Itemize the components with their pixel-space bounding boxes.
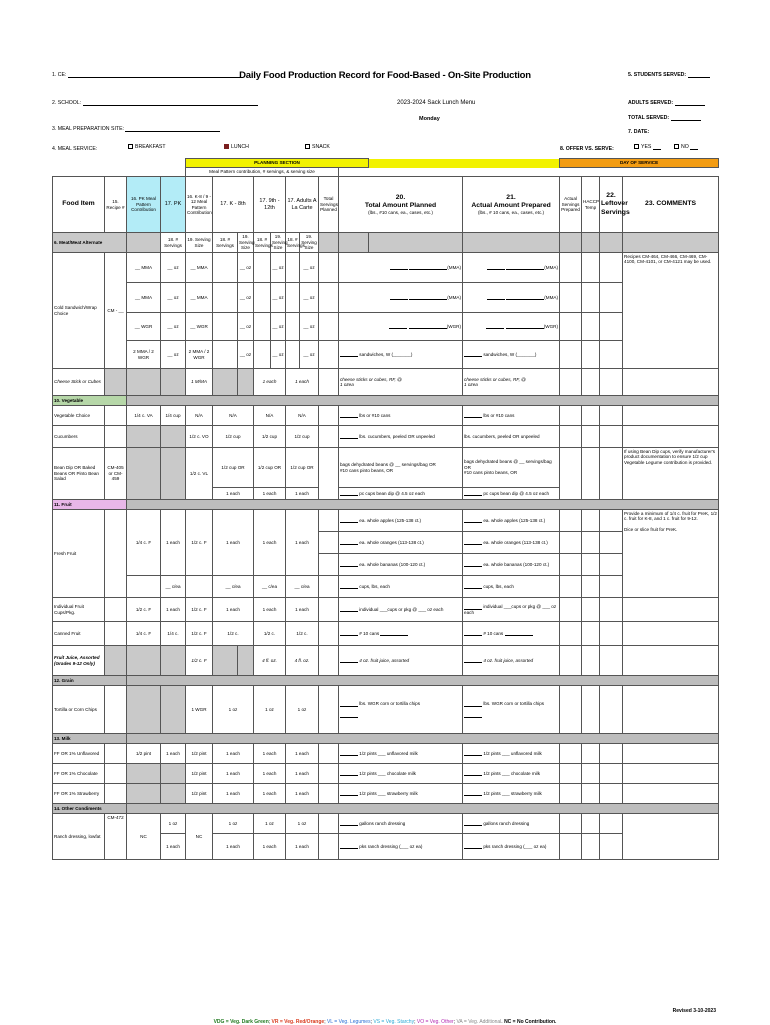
- item-cold-sandwich: Cold Sandwich/Wrap Choice: [53, 253, 105, 369]
- site-field[interactable]: 3. MEAL PREPARATION SITE:: [52, 126, 220, 132]
- item-milk-chocolate: FF OR 1% Chocolate: [53, 764, 105, 784]
- col-pk-contrib: 16. PK Meal Pattern Contribution: [127, 177, 161, 233]
- item-indiv-fruit: Individual Fruit Cups/Pkg.: [53, 598, 105, 622]
- item-fresh-fruit: Fresh Fruit: [53, 510, 105, 598]
- col-recipe: 15. Recipe #: [105, 177, 127, 233]
- item-veg-choice: Vegetable Choice: [53, 406, 105, 426]
- item-ranch: Ranch dressing, lowfat: [53, 814, 105, 860]
- legend-footer: VDG = Veg. Dark Green; VR = Veg. Red/Orange; VL = Veg. Legumes; VS = Veg. Starchy; VO = Veg. Other; VA = Veg. Additional. NC = No Contribution.: [213, 1019, 557, 1025]
- item-cheese: Cheese Stick or Cubes: [53, 369, 105, 396]
- comment-recipes: Recipes CM-464, CM-466, CM-469, CM-4100, CM-4101, or CM-4121 may be used.: [623, 253, 719, 369]
- col-actual-servings: Actual Servings Prepared: [560, 177, 582, 233]
- item-milk-unflavored: FF OR 1% Unflavored: [53, 744, 105, 764]
- date-field[interactable]: 7. DATE:: [628, 129, 650, 135]
- col-actual-amount: 21. Actual Amount Prepared (lbs., # 10 cans, ea., cases, etc.): [463, 177, 560, 233]
- col-adults: 17. Adults A La Carte: [286, 177, 319, 233]
- meal-pattern-header: Meal Pattern contribution, # servings, & serving size: [186, 168, 339, 177]
- total-served-field[interactable]: TOTAL SERVED:: [628, 115, 701, 121]
- production-table: PLANNING SECTION DAY OF SERVICE Meal Pattern contribution, # servings, & serving size Food Item 15. Recipe # 16. PK Meal Pattern Contribution 17. PK 16. K-8 / 9 - 12 Meal Pattern Contribution 17. K - 8th 17. 9th - 12th 17. Adults A La Carte Total Servings Planned 20. Total Amount Planned (lbs., #10 cans, ea., cases, etc.) 21. Actual Amount Prepared (lbs., # 10 cans, ea., cases, etc.) Actual Servings Prepared HACCP Temp 22. Leftover Servings 23. COMMENTS 6. Meat/Meat Alternate 18. # Servings 19. Serving Size 18. # Servings 19. Serving Size 18. # Servings 19. Serving Size 18. # Servings 19. Serving Size Cold Sandwich/Wrap Choice CM - __ __ MMA __ oz __ MMA __ oz __ oz __ oz (MMA) (MMA) Recipes CM-464, CM-466, CM-469, CM-4100, CM-4101, or CM-4121 may be used. __ MMA __ oz __ MMA __ oz __ oz __ oz (MMA) (MMA) __ WGR __ oz __ WGR __ oz __ oz __ oz (WGR) (WGR) 2 MMA / 2 WGR __ oz 2 MMA / 2 WGR __ oz __ oz __ oz sandwiches, W (_______) sandwiches, W (_______) Cheese Stick or Cubes 1 M/MA 1 each 1 each cheese sticks or cubes, RF, @ 1 ozea cheese sticks or cubes, RF, @ 1 ozea 10. Vegetable Vegetable Choice 1/4 c. VA 1/4 cup N/A N/A N/A N/A lbs or #10 cans lbs or #10 cans Cucumbers 1/2 c. VO 1/2 cup 1/2 cup 1/2 cup lbs. cucumbers, peeled OR unpeeled lbs. cucumbers, peeled OR unpeeled Bean Dip OR Baked Beans OR Pinto Bean Salad CM-405 or CM-459 1/2 c. VL 1/2 cup OR 1/2 cup OR 1/2 cup OR bags dehydrated beans @ __ servings/bag OR #10 cans pinto beans, OR bags dehydrated beans @ __ servings/bag OR #10 cans pinto beans, OR If using Bean Dip cups, verify manufacturer's product documentation to ensure 1/2 cup Vegetable Legume contribution is provided. 1 each 1 each 1 each pc cups bean dip @ 4.5 oz each pc cups bean dip @ 4.5 oz each 11. Fruit Fresh Fruit 1/4 c. F 1 each 1/2 c. F 1 each 1 each 1 each ea. whole apples (125-138 ct.) ea. whole apples (125-138 ct.) Provide a minimum of 1/4 c. fruit for PreK, 1/2 c. fruit for K-8, and 1 c. fruit for 9-12. Dice or slice fruit for PreK. ea. whole oranges (113-138 ct.) ea. whole oranges (113-138 ct.) ea. whole bananas (100-120 ct.) ea. whole bananas (100-120 ct.) __ c/ea __ c/ea __ c/ea __ c/ea cups, lbs, each cups, lbs, each Individual Fruit Cups/Pkg. 1/2 c. F 1 each 1/2 c. F 1 each 1 each 1 each individual ___cups or pkg @ ___ oz each individual ___cups or pkg @ ___ oz each Canned Fruit 1/4 c. F 1/4 c. 1/2 c. F 1/2 c. 1/2 c. 1/2 c. # 10 cans # 10 cans Fruit Juice, Assorted (Grades 9-12 Only) 1/2 c. F 4 fl. oz. 4 fl. oz. 4 oz. fruit juice, assorted 4 oz. fruit juice, assorted 12. Grain Tortilla or Corn Chips 1 WGR 1 oz 1 oz 1 oz lbs. WGR corn or tortilla chips lbs. WGR corn or tortilla chips 13. Milk FF OR 1% Unflavored 1/2 pint 1 each 1/2 pint 1 each 1 each 1 each 1/2 pints ___ unflavored milk 1/2 pints ___ unflavored milk FF OR 1% Chocolate 1/2 pint 1 each 1 each 1 each 1/2 pints ___ chocolate milk 1/2 pints ___ chocolate milk FF OR 1% Strawberry 1/2 pint 1 each 1 each 1 each 1/2 pints ___ strawberry milk 1/2 pints ___ strawberry milk 14. Other Condiments Ranch dressing, lowfat CM-472 NC 1 oz NC 1 oz 1 oz 1 oz gallons ranch dressing gallons ranch dressing 1 each 1 each 1 each 1 each pks ranch dressing (___ oz ea) pks ranch dressing (___ oz ea): [52, 158, 719, 860]
- col-total-planned: Total Servings Planned: [319, 177, 339, 233]
- snack-checkbox[interactable]: SNACK: [305, 144, 330, 150]
- meal-service-label: 4. MEAL SERVICE:: [52, 146, 98, 152]
- section-fruit: 11. Fruit: [53, 500, 127, 510]
- breakfast-checkbox[interactable]: BREAKFAST: [128, 144, 166, 150]
- ovs-label: 8. OFFER VS. SERVE:: [560, 146, 614, 152]
- comment-bean-dip: If using Bean Dip cups, verify manufacturer's product documentation to ensure 1/2 cup Vegetable Legume contribution is provided.: [623, 448, 719, 500]
- item-milk-strawberry: FF OR 1% Strawberry: [53, 784, 105, 804]
- item-cucumbers: Cucumbers: [53, 426, 105, 448]
- col-leftover: 22. Leftover Servings: [600, 177, 623, 233]
- menu-subtitle: 2023-2024 Sack Lunch Menu: [397, 100, 476, 106]
- comment-fruit: Provide a minimum of 1/4 c. fruit for PreK, 1/2 c. fruit for K-8, and 1 c. fruit for 9-12. Dice or slice fruit for PreK.: [623, 510, 719, 598]
- page-title: Daily Food Production Record for Food-Based - On-Site Production: [239, 70, 531, 81]
- ovs-yes-checkbox[interactable]: YES: [634, 144, 661, 150]
- ce-field[interactable]: 1. CE:: [52, 72, 243, 78]
- section-vegetable: 10. Vegetable: [53, 396, 127, 406]
- col-total-amount: 20. Total Amount Planned (lbs., #10 cans, ea., cases, etc.): [339, 177, 463, 233]
- col-k8: 17. K - 8th: [213, 177, 254, 233]
- students-served-field[interactable]: 5. STUDENTS SERVED:: [628, 72, 710, 78]
- col-comments: 23. COMMENTS: [623, 177, 719, 233]
- col-food-item: Food Item: [53, 177, 105, 233]
- section-milk: 13. Milk: [53, 734, 127, 744]
- revised-date: Revised 3-10-2023: [672, 1008, 716, 1014]
- lunch-checkbox[interactable]: LUNCH: [224, 144, 249, 150]
- col-haccp: HACCP Temp: [582, 177, 600, 233]
- menu-day: Monday: [419, 116, 440, 122]
- item-fruit-juice: Fruit Juice, Assorted (Grades 9-12 Only): [53, 646, 105, 676]
- item-tortilla: Tortilla or Corn Chips: [53, 686, 105, 734]
- section-grain: 12. Grain: [53, 676, 127, 686]
- item-bean-dip: Bean Dip OR Baked Beans OR Pinto Bean Salad: [53, 448, 105, 500]
- production-record: [52, 62, 718, 860]
- planning-section: PLANNING SECTION: [186, 159, 369, 168]
- section-meat-alt: 6. Meat/Meat Alternate: [53, 233, 127, 253]
- adults-served-field[interactable]: ADULTS SERVED:: [628, 100, 705, 106]
- section-other: 14. Other Condiments: [53, 804, 127, 814]
- col-pk: 17. PK: [161, 177, 186, 233]
- form-header: [52, 62, 718, 158]
- school-field[interactable]: 2. SCHOOL:: [52, 100, 258, 106]
- col-k12-contrib: 16. K-8 / 9 - 12 Meal Pattern Contribution: [186, 177, 213, 233]
- item-canned-fruit: Canned Fruit: [53, 622, 105, 646]
- col-912: 17. 9th - 12th: [254, 177, 286, 233]
- day-of-service: DAY OF SERVICE: [560, 159, 719, 168]
- ovs-no-checkbox[interactable]: NO: [674, 144, 698, 150]
